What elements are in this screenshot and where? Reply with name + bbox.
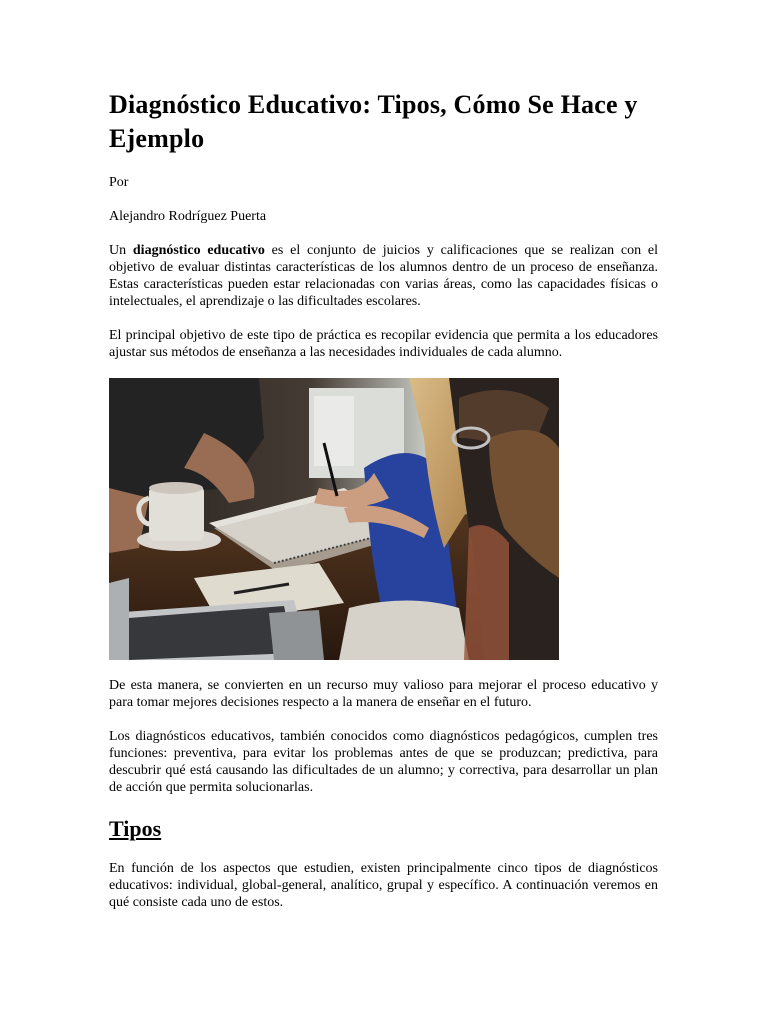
- article: [109, 88, 658, 911]
- paragraph-functions: Los diagnósticos educativos, también conocidos como diagnósticos pedagógicos, cumplen tres funciones: preventiva, para evitar los problemas antes de que se produzcan; predictiva, para descubrir qué está causando las dificultades de un alumno; y correctiva, para desarrollar un plan de acción que permita solucionarlas.: [109, 729, 658, 795]
- classroom-photo: [109, 378, 559, 660]
- intro-paragraph: [109, 242, 658, 310]
- article-title: Diagnóstico Educativo: Tipos, Cómo Se Hace y Ejemplo: [109, 90, 638, 153]
- author-name: Alejandro Rodríguez Puerta: [109, 209, 267, 224]
- section-heading-tipos: Tipos: [109, 816, 162, 841]
- paragraph-objective: El principal objetivo de este tipo de práctica es recopilar evidencia que permita a los educadores ajustar sus métodos de enseñanza a las necesidades individuales de cada alumno.: [109, 328, 658, 360]
- byline-label: Por: [109, 175, 129, 190]
- paragraph-value: De esta manera, se convierten en un recurso muy valioso para mejorar el proceso educativo y para tomar mejores decisiones respecto a la manera de enseñar en el futuro.: [109, 678, 658, 710]
- paragraph-types: En función de los aspectos que estudien, existen principalmente cinco tipos de diagnósticos educativos: individual, global-general, analítico, grupal y específico. A continuación veremos en qué consiste cada uno de estos.: [109, 861, 658, 910]
- intro-term: diagnóstico educativo: [132, 243, 265, 258]
- intro-prefix: Un: [109, 243, 133, 258]
- intro-rest: es el conjunto de juicios y calificaciones que se realizan con el objetivo de evaluar distintas características de los alumnos dentro de un proceso de enseñanza. Estas características pueden estar relacionadas con varias áreas, como las capacidades físicas o intelectuales, el aprendizaje o las dificultades escolares.: [109, 243, 658, 309]
